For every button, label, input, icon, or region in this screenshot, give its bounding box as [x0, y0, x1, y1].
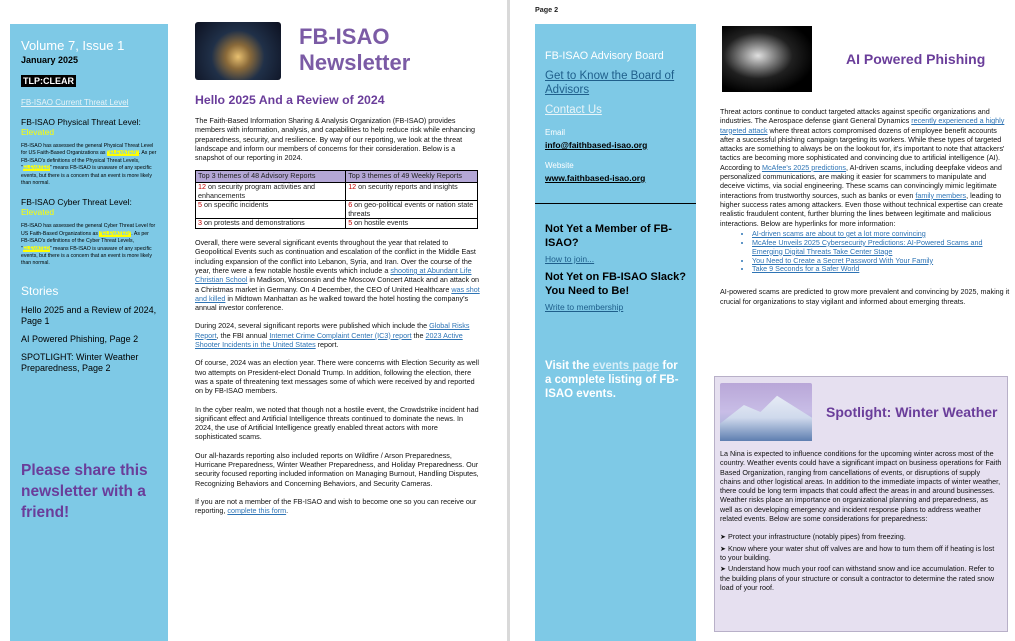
table-header: Top 3 themes of 49 Weekly Reports — [346, 171, 478, 183]
story-item: Hello 2025 and a Review of 2024, Page 1 — [21, 304, 157, 326]
member-question: Not Yet a Member of FB-ISAO? — [545, 223, 672, 249]
spotlight-tip: ➤ Know where your water shut off valves are and how to turn them off if heating is lost to your building. — [720, 543, 995, 562]
story-item: SPOTLIGHT: Winter Weather Preparedness, Page 2 — [21, 351, 139, 373]
mcafee-predictions-link[interactable]: McAfee's 2025 predictions — [761, 162, 847, 172]
ai-article-title: AI Powered Phishing — [846, 51, 986, 67]
issue-date: January 2025 — [21, 55, 79, 65]
newsletter-title: FB-ISAO Newsletter — [299, 24, 411, 75]
main-column-page-1 — [195, 22, 480, 515]
family-members-link[interactable]: family members — [915, 190, 967, 200]
masthead — [195, 22, 480, 84]
main-column-page-2 — [720, 24, 1010, 306]
write-membership-link[interactable]: Write to membership — [545, 302, 624, 312]
story-item: AI Powered Phishing, Page 2 — [21, 333, 139, 344]
paragraph-election: Of course, 2024 was an election year. There were concerns with Election Security as well two attempts on President-elect Donald Trump. In addition, following the election, there was a spate of threatening text messages some of which were received by and reported on by FB-ISAO members. — [195, 358, 479, 396]
paragraph-events: Overall, there were several significant events throughout the year that related to Geopolitical Events such as continuation and escalation of the conflict in the Middle East including expansion of the conflict into Lebanon, Syria, and Iran. Over the course of the year, there were a few notable hostile events which include a shooting at Abundant Life Christian School in Madison, Wisconsin and the Moscow Concert Attack and an attack on a Christmas market in Germany. On 4 December, the CEO of United Healthcare was shot and killed in Midtown Manhattan as he walked toward the hotel hosting the company's annual investor conference. — [195, 238, 480, 313]
masthead-image — [195, 22, 281, 80]
newsletter-page-1 — [0, 0, 507, 641]
visit-events-callout: Visit the events page for a complete listing of FB-ISAO events. — [545, 360, 679, 400]
spotlight-title: Spotlight: Winter Weather — [826, 403, 998, 420]
active-shooter-link[interactable]: 2023 Active Shooter Incidents in the United States — [195, 330, 463, 350]
sidebar-divider — [535, 203, 696, 204]
ai-face-image — [722, 26, 812, 92]
stories-heading: Stories — [21, 283, 59, 298]
mountain-image — [720, 383, 812, 441]
spotlight-header — [720, 377, 1002, 447]
table-header: Top 3 themes of 48 Advisory Reports — [196, 171, 346, 183]
list-item[interactable]: • You Need to Create a Secret Password With Your Family — [752, 257, 1010, 266]
volume-issue: Volume 7, Issue 1 — [21, 38, 125, 53]
cyber-threat-value: Elevated — [21, 207, 55, 218]
email-label: Email — [545, 128, 566, 137]
advisory-board-heading: FB-ISAO Advisory Board — [545, 50, 664, 62]
ai-links-list — [752, 230, 1010, 275]
email-link[interactable]: info@faithbased-isao.org — [545, 140, 648, 150]
how-to-join-link[interactable]: How to join... — [545, 254, 595, 264]
ic3-report-link[interactable]: Internet Crime Complaint Center (IC3) report — [269, 330, 412, 340]
physical-threat-value: Elevated — [21, 127, 55, 137]
website-label: Website — [545, 161, 574, 170]
list-item[interactable]: • McAfee Unveils 2025 Cybersecurity Predictions: AI-Powered Scams and Emerging Digital Threats Take Center Stage — [752, 239, 1010, 257]
list-item[interactable]: • AI-driven scams are about to get a lot more convincing — [752, 230, 1010, 239]
spotlight-paragraph: La Nina is expected to influence conditions for the upcoming winter across most of the country. Weather events could have a significant impact on business operations for Faith Based Organization, ranging from cancellations of events, or disruptions of supply chains and other logistical areas. In addition to the immediate impacts of winter weather, there could be long term impacts that could affect the areas in and around businesses. Weather risks place an importance on organizational planning and preparedness, as well as on developing emergency and incident response plans to address weather related events. Below are some considerations for preparedness: — [720, 449, 1002, 524]
complete-form-link[interactable]: complete this form — [227, 506, 287, 516]
ai-conclusion: AI-powered scams are predicted to grow more prevalent and convincing by 2025, making it crucial for organizations to stay vigilant and informed about emerging threats. — [720, 287, 1010, 306]
events-page-link[interactable]: events page — [592, 360, 660, 372]
paragraph-reports: During 2024, several significant reports were published which include the Global Risks Report, the FBI annual Internet Crime Complaint Center (IC3) report the 2023 Active Shooter Incidents in the United States report. — [195, 321, 470, 350]
cyber-threat-label: FB-ISAO Cyber Threat Level: — [21, 197, 132, 208]
contact-us-link[interactable]: Contact Us — [545, 104, 602, 116]
slack-question: Not Yet on FB-ISAO Slack? You Need to Be! — [545, 271, 686, 297]
spotlight-box — [714, 376, 1008, 632]
targeted-attack-link[interactable]: recently experienced a highly targeted attack — [720, 116, 1005, 135]
list-item[interactable]: • Take 9 Seconds for a Safer World — [752, 265, 1010, 274]
shooting-link[interactable]: shooting at Abundant Life Christian School — [195, 265, 472, 285]
spotlight-tip: ➤ Protect your infrastructure (notably pipes) from freezing. — [720, 532, 906, 542]
paragraph-all-hazards: Our all-hazards reporting also included reports on Wildfire / Arson Preparedness, Hurricane Preparedness, Winter Weather Preparedness, and Holiday Preparedness. Our security focused reporting included information on Managing Burnout, Handling Disputes, Recognizing Behaviors and Concerning Behaviors, and Security Cameras. — [195, 450, 479, 488]
sidebar-page-1 — [10, 24, 168, 641]
ai-article-header — [722, 24, 1010, 94]
page-number: Page 2 — [535, 5, 559, 14]
newsletter-page-2 — [510, 0, 1015, 641]
spotlight-tip: ➤ Understand how much your roof can withstand snow and ice accumulation. Refer to the building plans of your structure or consult a contractor to determine the rated snow load of your roof. — [720, 564, 995, 592]
themes-table — [195, 170, 478, 229]
global-risks-link[interactable]: Global Risks Report — [195, 321, 470, 340]
board-advisors-link[interactable]: Get to Know the Board of Advisors — [545, 70, 675, 96]
paragraph-membership: If you are not a member of the FB-ISAO and wish to become one so you can receive our reporting, complete this form. — [195, 496, 477, 516]
ai-paragraph: Threat actors continue to conduct targeted attacks against specific organizations and industries. The Aerospace defense giant General Dynamics recently experienced a highly targeted attack where threat actors compromised dozens of employee benefit accounts after a successful phishing campaign targeting its workers. While these types of targeted attacks are something to always be on the lookout for, it's important to note that attackers' tactics are becoming more sophisticated and convincing due to artificial intelligence (AI). According to McAfee's 2025 predictions, AI-driven scams, including deepfake videos and personalized communications, are making it easier for scammers to manipulate and deceive victims, via social engineering. These scams can convincingly mimic legitimate interactions from trustworthy sources, such as banks or even family members, leading to higher success rates among attackers. Even those without technical expertise can create realistic fraudulent content, further blurring the lines between legitimate and malicious interactions. Below are hyperlinks for more information: — [720, 107, 1005, 228]
physical-threat-label: FB-ISAO Physical Threat Level: — [21, 117, 141, 127]
website-link[interactable]: www.faithbased-isao.org — [545, 173, 646, 183]
table-row: 3 on protests and demonstrations 5 on hostile events — [196, 219, 478, 229]
current-threat-level-link[interactable]: FB-ISAO Current Threat Level — [21, 98, 129, 107]
physical-threat-note: FB-ISAO has assessed the general Physical Threat Level for US Faith-Based Organizations as "ELEVATED". As per FB-ISAO's definitions of the Physical Threat Levels, "ELEVATED" means FB-ISAO is unaware of any specific events, but there is a concern that an event is more likely than normal. — [21, 143, 157, 187]
table-row: 5 on specific incidents 6 on geo-political events or nation state threats — [196, 201, 478, 219]
tlp-badge: TLP:CLEAR — [23, 76, 74, 86]
shot-killed-link[interactable]: was shot and killed — [195, 284, 480, 303]
paragraph-cyber: In the cyber realm, we noted that though not a hostile event, the Crowdstrike incident had significant effect and Artificial Intelligence threats continued to dominate the news. In 2024, the use of Artificial Intelligence greatly enabled threat actors with more sophisticated scams. — [195, 404, 479, 442]
sidebar-page-2 — [535, 24, 696, 641]
article-heading: Hello 2025 And a Review of 2024 — [195, 93, 385, 107]
table-row: 12 on security program activities and enhancements 12 on security reports and insights — [196, 183, 478, 201]
cyber-threat-note: FB-ISAO has assessed the general Cyber Threat Level for US Faith-Based Organizations as "ELEVATED". As per FB-ISAO's definitions of the Cyber Threat Levels, "ELEVATED" means FB-ISAO is unaware of any specific events, but there is a concern that an event is more likely than normal. — [21, 223, 156, 267]
article-intro: The Faith-Based Information Sharing & Analysis Organization (FB-ISAO) provides members with information, analysis, and capabilities to help reduce risk while enhancing preparedness, security, and resilience. By way of our reporting, we look at the threat landscape and inform our members of concerns for their consideration. Below is a snapshot of our reporting in 2024. — [195, 116, 476, 163]
share-callout: Please share this newsletter with a friend! — [21, 461, 148, 521]
